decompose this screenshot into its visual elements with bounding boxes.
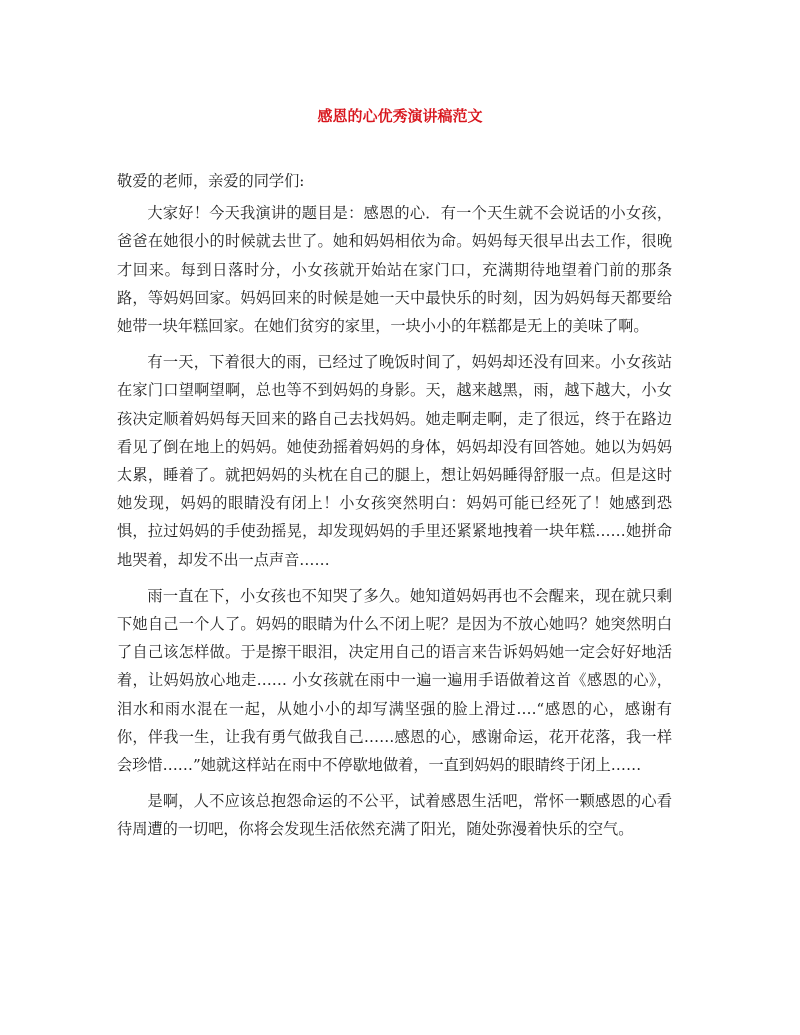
paragraph-3: 雨一直在下，小女孩也不知哭了多久。她知道妈妈再也不会醒来，现在就只剩下她自己一个人了。妈妈的眼睛为什么不闭上呢？是因为不放心她吗？她突然明白了自己该怎样做。于是擦干眼泪，决定用自己的语言来告诉妈妈她一定会好好地活着，让妈妈放心地走…… 小女孩就在雨中一遍一遍用手语做着这首《感恩的心》，泪水和雨水混在一起，从她小小的却写满坚强的脸上滑过….“感恩的心，感谢有你，伴我一生，让我有勇气做我自己……感恩的心，感谢命运，花开花落，我一样会珍惜……”她就这样站在雨中不停歇地做着，一直到妈妈的眼睛终于闭上……: [117, 586, 672, 775]
paragraph-4: 是啊，人不应该总抱怨命运的不公平，试着感恩生活吧，常怀一颗感恩的心看待周遭的一切吧，你将会发现生活依然充满了阳光，随处弥漫着快乐的空气。: [117, 792, 672, 839]
paragraph-2: 有一天，下着很大的雨，已经过了晚饭时间了，妈妈却还没有回来。小女孩站在家门口望啊望啊，总也等不到妈妈的身影。天，越来越黑，雨，越下越大，小女孩决定顺着妈妈每天回来的路自己去找妈妈。她走啊走啊，走了很远，终于在路边看见了倒在地上的妈妈。她使劲摇着妈妈的身体，妈妈却没有回答她。她以为妈妈太累，睡着了。就把妈妈的头枕在自己的腿上，想让妈妈睡得舒服一点。但是这时她发现，妈妈的眼睛没有闭上！小女孩突然明白：妈妈可能已经死了！她感到恐惧，拉过妈妈的手使劲摇晃，却发现妈妈的手里还紧紧地拽着一块年糕……她拼命地哭着，却发不出一点声音……: [117, 353, 672, 569]
paragraph-1: 大家好！今天我演讲的题目是：感恩的心．有一个天生就不会说话的小女孩，爸爸在她很小的时候就去世了。她和妈妈相依为命。妈妈每天很早出去工作，很晚才回来。每到日落时分，小女孩就开始站在家门口，充满期待地望着门前的那条路，等妈妈回家。妈妈回来的时候是她一天中最快乐的时刻，因为妈妈每天都要给她带一块年糕回家。在她们贫穷的家里，一块小小的年糕都是无上的美味了啊。: [117, 204, 672, 336]
document-body: [117, 167, 672, 852]
document-title: 感恩的心优秀演讲稿范文: [317, 107, 483, 125]
greeting-line: 敬爱的老师，亲爱的同学们:: [117, 172, 305, 190]
